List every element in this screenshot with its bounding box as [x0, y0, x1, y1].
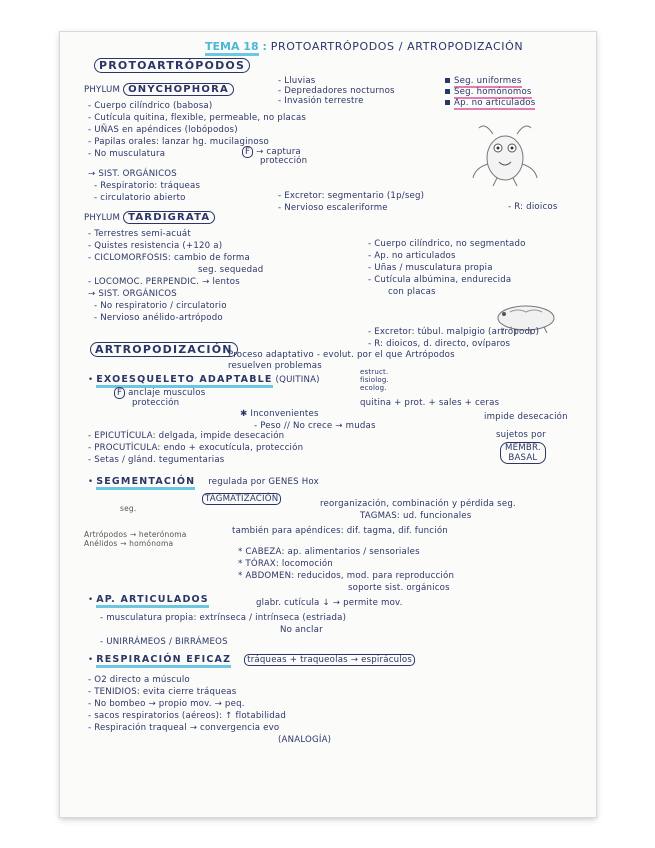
note-line: - Quistes resistencia (+120 a) [88, 241, 223, 251]
system-item: - Nervioso escaleriforme [278, 203, 388, 213]
reproduction-note: - R: dioicos [508, 202, 558, 212]
problem-type: estruct. [360, 368, 389, 376]
note-line: - Nervioso anélido-artrópodo [94, 313, 223, 323]
tardigrata-traits [368, 238, 526, 298]
cuticle-layers [88, 430, 303, 466]
problem-types [360, 368, 389, 392]
function-item: protección [132, 398, 180, 408]
note-line: - UÑAS en apéndices (lobópodos) [88, 125, 238, 135]
definition-line: TAGMAS: ud. funcionales [360, 511, 472, 521]
note-line: → SIST. ORGÁNICOS [88, 289, 177, 299]
exoskeleton-composition: quitina + prot. + sales + ceras [360, 398, 500, 408]
mucilage-function [242, 148, 307, 166]
exoskeleton-functions [114, 388, 205, 408]
segmentation-regulation: regulada por GENES Hox [208, 477, 319, 487]
appendage-note: también para apéndices: dif. tagma, dif. función [232, 526, 448, 536]
note-line: seg. sequedad [198, 265, 264, 275]
trait-item: - Cutícula albúmina, endurecida [368, 275, 512, 285]
square-bullet-icon [445, 78, 450, 83]
appendages-heading [88, 594, 209, 605]
basal-membrane [500, 442, 546, 464]
function-marker: F [242, 146, 253, 158]
tagma-list [238, 546, 454, 594]
appendages-cuticle-note: glabr. cutícula ↓ → permite mov. [256, 598, 403, 608]
list-item [445, 98, 535, 109]
function-captura: → captura [256, 147, 301, 157]
note-line: - Cuerpo cilíndrico (babosa) [88, 101, 213, 111]
phylum-label: PHYLUM [84, 213, 121, 223]
exoskeleton-property: impide desecación [484, 412, 568, 422]
note-line: No anclar [280, 625, 323, 635]
respiration-structures: tráqueas + traqueolas → espiráculos [244, 654, 415, 666]
respiration-label: RESPIRACIÓN EFICAZ [96, 654, 231, 668]
note-line: - TENIDIOS: evita cierre tráqueas [88, 687, 237, 697]
definition-line: Proceso adaptativo - evolut. por el que Artrópodos [228, 350, 455, 360]
appendages-notes [100, 612, 346, 648]
note-line: - Respiración traqueal → convergencia evo [88, 723, 280, 733]
tagmatization-row [202, 494, 281, 504]
list-item [445, 87, 535, 98]
onychophora-systems [88, 168, 200, 204]
note-line: - CICLOMORFOSIS: cambio de forma [88, 253, 250, 263]
cuticle-layer: - Setas / glánd. tegumentarias [88, 455, 225, 465]
function-item: anclaje musculos [128, 388, 206, 398]
respiration-heading [88, 654, 415, 665]
note-line: - LOCOMOC. PERPENDIC. → lentos [88, 277, 240, 287]
trait-item: - Ap. no articulados [368, 251, 456, 261]
segmentation-heading [88, 476, 319, 487]
segmentation-type: Anélidos → homónoma [84, 539, 174, 548]
problem-type: fisiolog. [360, 376, 389, 384]
segmentation-types [84, 530, 187, 548]
onychophora-drawing [465, 120, 545, 190]
phylum-onychophora [84, 84, 234, 95]
segment-list [445, 76, 535, 109]
basal-membrane-line: MEMBR. [505, 443, 541, 453]
tagma-item: * ABDOMEN: reducidos, mod. para reproducción [238, 571, 455, 581]
tardigrata-systems [368, 326, 539, 350]
function-marker: F [114, 387, 125, 399]
system-item: - Excretor: túbul. malpigio (artrópodo) [368, 327, 540, 337]
note-line: - sacos respiratorios (aéreos): ↑ flotabilidad [88, 711, 287, 721]
tagmatization-definition [320, 498, 516, 522]
section-heading-protoartropodos: PROTOARTRÓPODOS [94, 58, 250, 73]
trait-item: - Cuerpo cilíndrico, no segmentado [368, 239, 526, 249]
trait-item: - Lluvias [278, 76, 316, 86]
definition-line: resuelven problemas [228, 361, 322, 371]
title-text: PROTOARTRÓPODOS / ARTROPODIZACIÓN [270, 40, 524, 53]
systems-heading: → SIST. ORGÁNICOS [88, 169, 177, 179]
phylum-name-onychophora: ONYCHOPHORA [123, 83, 234, 96]
note-line: - UNIRRÁMEOS / BIRRÁMEOS [100, 637, 228, 647]
title-separator: : [262, 40, 267, 53]
onychophora-systems-right [278, 190, 424, 214]
tagma-item: * CABEZA: ap. alimentarios / sensoriales [238, 547, 420, 557]
segment-note: seg. [120, 504, 137, 513]
note-line: (ANALOGÍA) [278, 735, 332, 745]
trait-item: con placas [388, 287, 436, 297]
segmentation-label: SEGMENTACIÓN [96, 476, 195, 490]
note-line: - Papilas orales: lanzar hg. mucilaginoso [88, 137, 270, 147]
note-line: - No musculatura [88, 149, 166, 159]
tagma-note: soporte sist. orgánicos [348, 583, 450, 593]
system-item: - circulatorio abierto [94, 193, 186, 203]
square-bullet-icon [445, 89, 450, 94]
cuticle-layer: - PROCUTÍCULA: endo + exocutícula, protección [88, 443, 304, 453]
system-item: - Excretor: segmentario (1p/seg) [278, 191, 425, 201]
phylum-tardigrata [84, 212, 215, 223]
appendages-label: AP. ARTICULADOS [96, 594, 209, 608]
drawbacks-heading: ✱ Inconvenientes [240, 409, 319, 419]
trait-item: - Uñas / musculatura propia [368, 263, 493, 273]
tagmatization-label: TAGMATIZACIÓN [202, 493, 281, 505]
trait-item: - Invasión terrestre [278, 96, 364, 106]
list-item-label: Ap. no articulados [454, 98, 536, 108]
page-title [205, 40, 523, 53]
note-line: - Cutícula quitina, flexible, permeable, no placas [88, 113, 307, 123]
note-line: - O2 directo a músculo [88, 675, 190, 685]
note-line: - Terrestres semi-acuát [88, 229, 191, 239]
problem-type: ecolog. [360, 384, 387, 392]
title-number: TEMA 18 [205, 40, 259, 56]
list-item-label: Seg. uniformes [454, 76, 522, 86]
system-item: - Respiratorio: tráqueas [94, 181, 201, 191]
basal-membrane-line: BASAL [508, 453, 538, 463]
section-heading-artropodizacion: ARTROPODIZACIÓN [90, 342, 238, 357]
phylum-label: PHYLUM [84, 85, 121, 95]
definition-line: reorganización, combinación y pérdida seg. [320, 499, 516, 509]
tagma-item: * TÓRAX: locomoción [238, 559, 333, 569]
notebook-page [60, 32, 596, 817]
respiration-notes [88, 674, 331, 746]
note-line: - musculatura propia: extrínseca / intrínseca (estriada) [100, 613, 347, 623]
exoskeleton-drawbacks [240, 408, 376, 432]
exoskeleton-heading [88, 374, 320, 385]
square-bullet-icon [445, 100, 450, 105]
segmentation-type: Artrópodos → heterónoma [84, 530, 187, 539]
drawback-item: - Peso // No crece → mudas [254, 421, 376, 431]
artropodizacion-definition [228, 350, 455, 372]
note-line: - No bombeo → propio mov. → peq. [88, 699, 245, 709]
trait-item: - Depredadores nocturnos [278, 86, 395, 96]
system-item: - R: dioicos, d. directo, ovíparos [368, 339, 511, 349]
exoskeleton-material: (QUITINA) [275, 375, 320, 385]
note-line: - No respiratorio / circulatorio [94, 301, 227, 311]
list-item [445, 76, 535, 87]
list-item-label: Seg. homónomos [454, 87, 532, 97]
attachment-note: sujetos por [496, 430, 546, 440]
phylum-name-tardigrata: TARDIGRATA [123, 211, 215, 224]
tardigrata-notes [88, 228, 263, 324]
exoskeleton-label: EXOESQUELETO ADAPTABLE [96, 374, 272, 388]
function-proteccion: protección [260, 156, 308, 166]
cuticle-layer: - EPICUTÍCULA: delgada, impide desecación [88, 431, 285, 441]
